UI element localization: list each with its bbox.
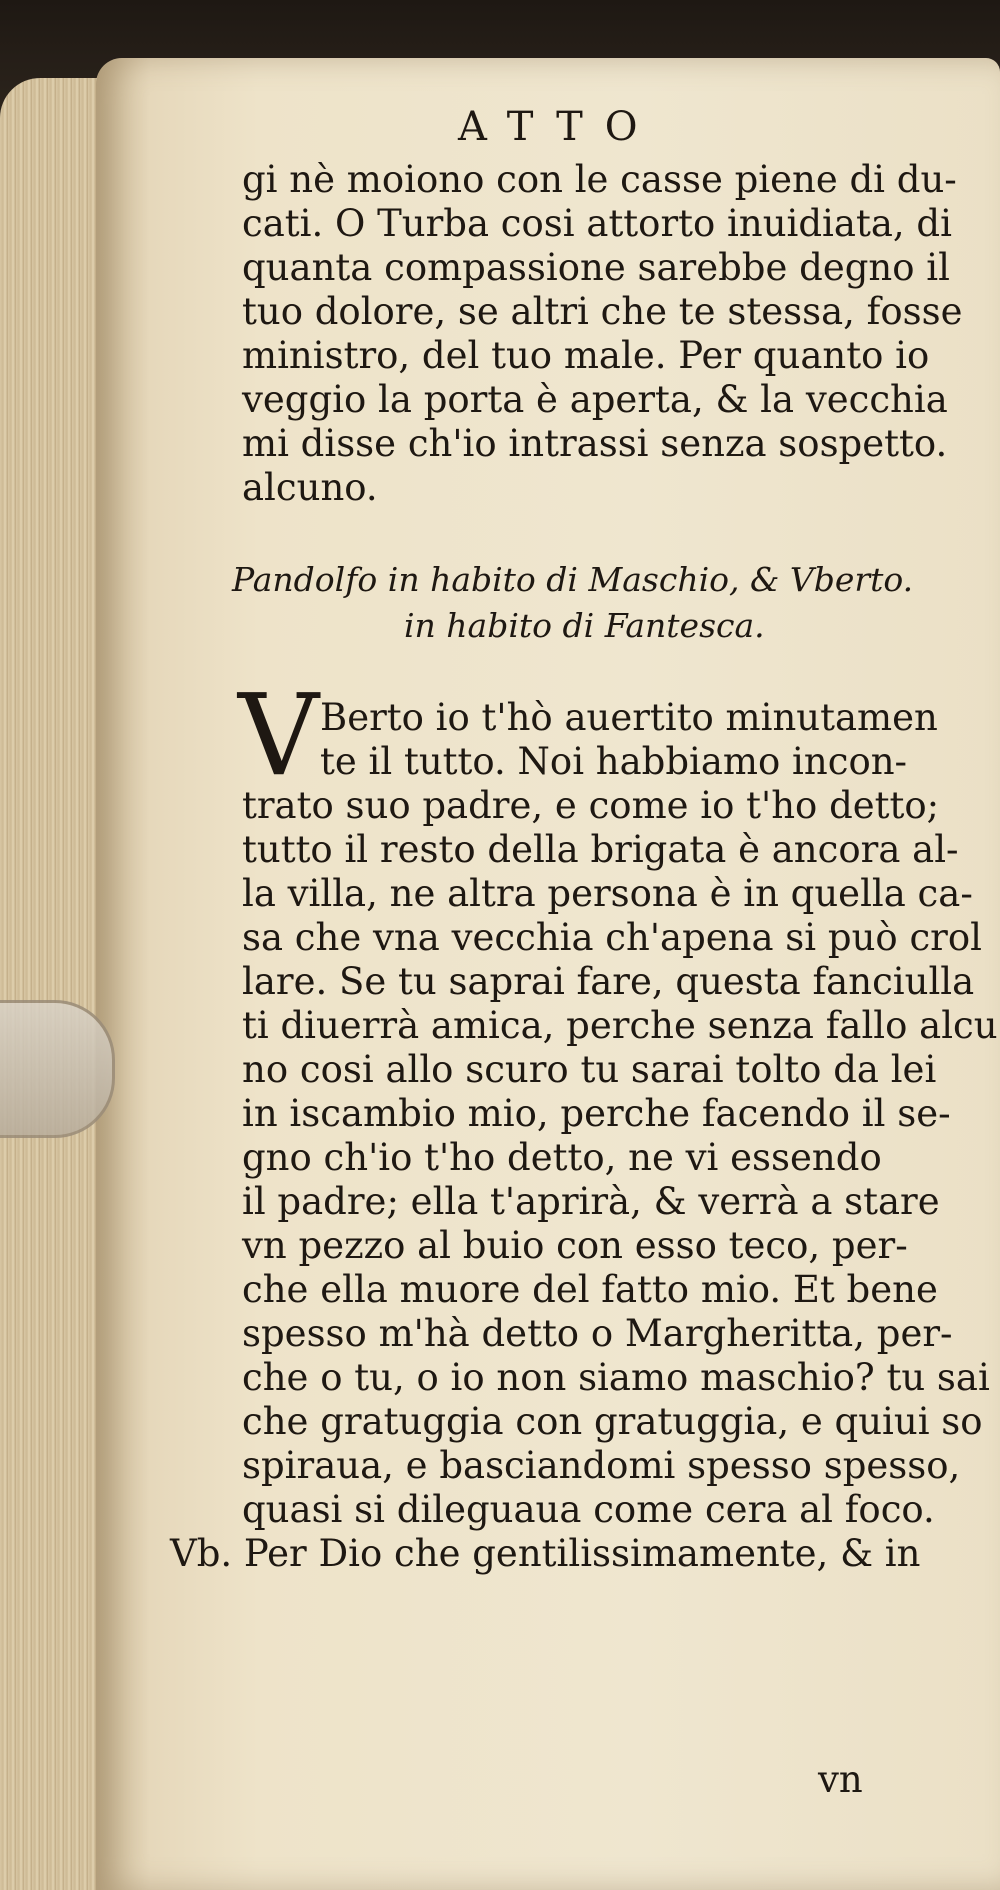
text-line: quanta compassione sarebbe degno il — [242, 246, 950, 289]
text-line: spiraua, e basciandomi spesso spesso, — [242, 1444, 961, 1487]
text-line: no cosi allo scuro tu sarai tolto da lei — [242, 1048, 937, 1091]
text-line: spesso m'hà detto o Margheritta, per- — [242, 1312, 953, 1355]
text-line: trato suo padre, e come io t'ho detto; — [242, 784, 940, 827]
scene-heading-line: in habito di Fantesca. — [404, 606, 765, 645]
running-head: ATTO — [458, 104, 660, 150]
text-line: veggio la porta è aperta, & la vecchia — [242, 378, 948, 421]
text-line: in iscambio mio, perche facendo il se- — [242, 1092, 951, 1135]
text-line: il padre; ella t'aprirà, & verrà a stare — [242, 1180, 940, 1223]
text-line: quasi si dileguaua come cera al foco. — [242, 1488, 935, 1531]
speaker-line: Vb. Per Dio che gentilissimamente, & in — [170, 1532, 921, 1575]
text-line: che ella muore del fatto mio. Et bene — [242, 1268, 938, 1311]
drop-cap: V — [238, 671, 319, 801]
text-line: mi disse ch'io intrassi senza sospetto. — [242, 422, 948, 465]
text-line: la villa, ne altra persona è in quella ca- — [242, 872, 973, 915]
text-line: ti diuerrà amica, perche senza fallo alcu — [242, 1004, 998, 1047]
text-line: sa che vna vecchia ch'apena si può crol — [242, 916, 982, 959]
text-line: che gratuggia con gratuggia, e quiui so — [242, 1400, 983, 1443]
text-line: cati. O Turba cosi attorto inuidiata, di — [242, 202, 952, 245]
text-line: vn pezzo al buio con esso teco, per- — [242, 1224, 908, 1267]
scene-heading-line: Pandolfo in habito di Maschio, & Vberto. — [232, 560, 914, 599]
text-line: alcuno. — [242, 466, 378, 509]
text-line: gno ch'io t'ho detto, ne vi essendo — [242, 1136, 882, 1179]
text-line: tuo dolore, se altri che te stessa, fosse — [242, 290, 963, 333]
text-line: Berto io t'hò auertito minutamen — [320, 696, 938, 739]
text-line: che o tu, o io non siamo maschio? tu sai — [242, 1356, 990, 1399]
text-line: ministro, del tuo male. Per quanto io — [242, 334, 930, 377]
text-line: te il tutto. Noi habbiamo incon- — [320, 740, 908, 783]
catchword: vn — [818, 1758, 863, 1801]
text-line: lare. Se tu saprai fare, questa fanciulla — [242, 960, 975, 1003]
text-line: gi nè moiono con le casse piene di du- — [242, 158, 957, 201]
text-line: tutto il resto della brigata è ancora al- — [242, 828, 959, 871]
